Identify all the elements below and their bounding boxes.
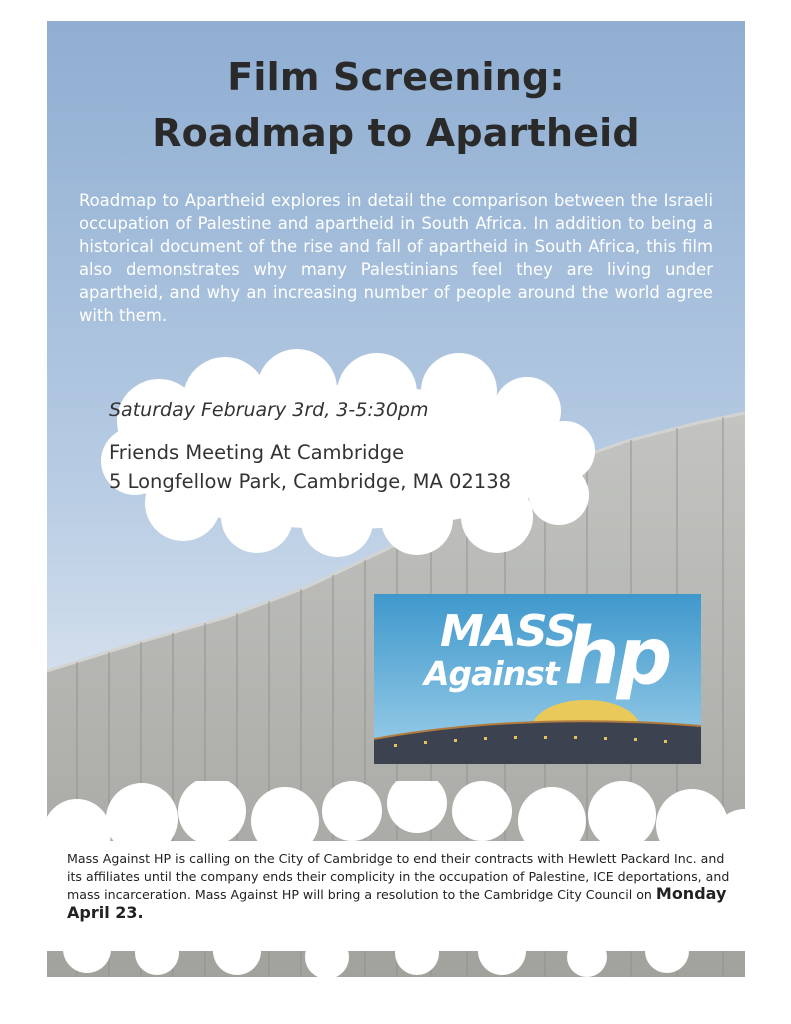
venue-address: 5 Longfellow Park, Cambridge, MA 02138 <box>109 470 512 493</box>
film-description: Roadmap to Apartheid explores in detail the comparison between the Israeli occupation of Palestine and apartheid in South Africa. In addition to being a historical document of the rise and fall of apartheid in South Africa, this film also demonstrates why many Palestinians feel they are living under apartheid, and why an increasing number of people around the world agree with them. <box>79 191 713 325</box>
title-line-1: Film Screening: <box>227 55 565 99</box>
title-line-2: Roadmap to Apartheid <box>152 111 640 155</box>
venue-name: Friends Meeting At Cambridge <box>109 441 405 464</box>
logo-word-against: Against <box>424 654 559 693</box>
footer-body: Mass Against HP is calling on the City of Cambridge to end their contracts with Hewlett Packard Inc. and its affiliates until the company ends their complicity in the occupation of Palestine, ICE deportations, and mass incarceration. Mass Against HP will bring a resolution to the Cambridge City Council on <box>67 851 730 902</box>
mass-against-hp-logo <box>374 594 701 764</box>
logo-word-mass: MASS <box>440 606 576 657</box>
logo-word-hp: hp <box>564 612 670 702</box>
event-date-time: Saturday February 3rd, 3-5:30pm <box>109 399 429 421</box>
footer-text <box>67 850 735 922</box>
poster <box>47 21 745 977</box>
council-meeting-date: Monday April 23. <box>67 884 727 922</box>
